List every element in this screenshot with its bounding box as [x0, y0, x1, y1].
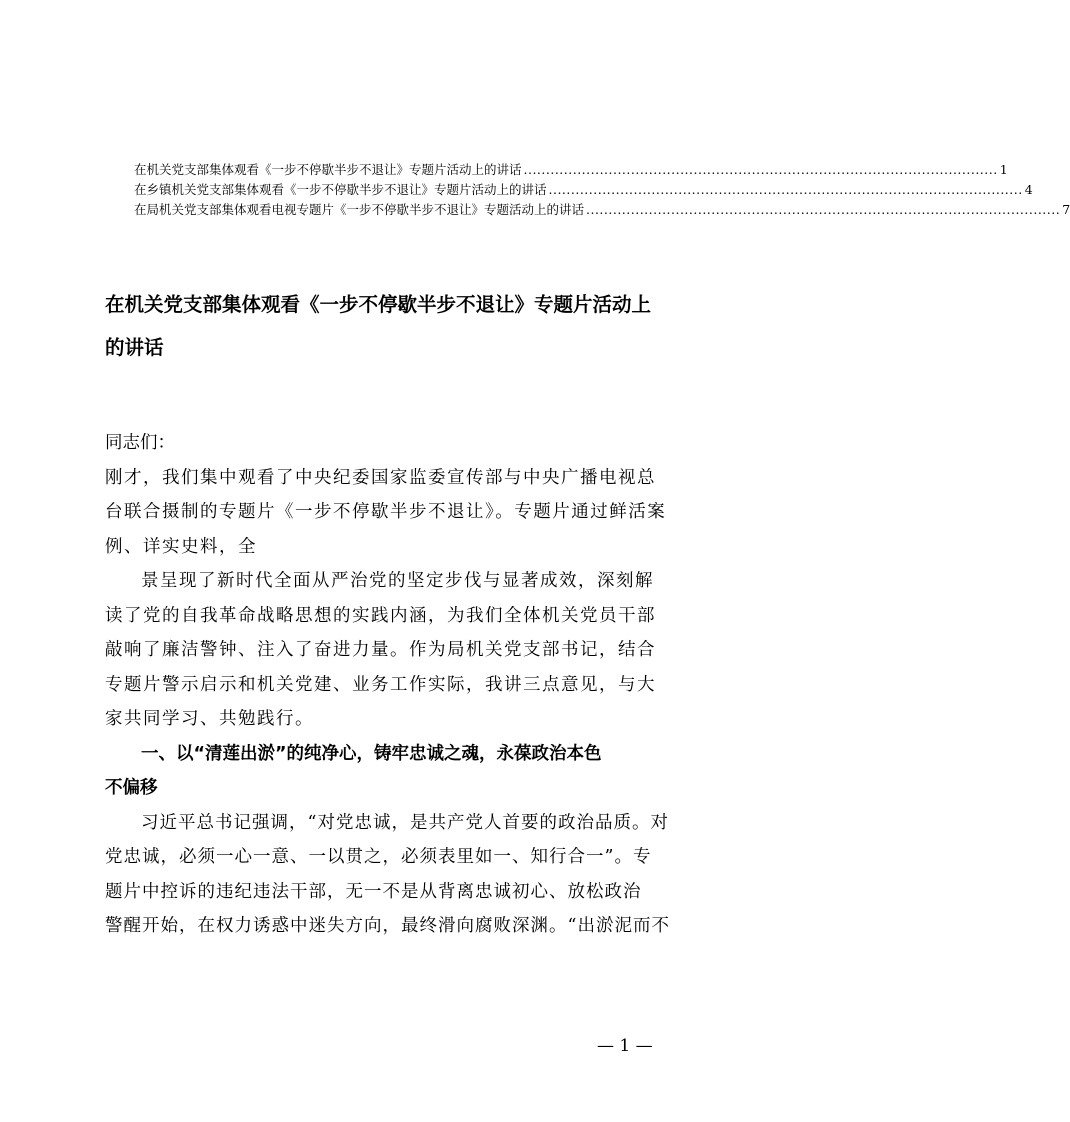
section-heading [105, 737, 705, 806]
document-body [105, 426, 705, 944]
paragraph-line: 党忠诚，必须一心一意、一以贯之，必须表里如一、知行合一”。专 [105, 847, 652, 867]
paragraph-line: 专题片警示启示和机关党建、业务工作实际，我讲三点意见，与大 [105, 674, 656, 695]
document-title [105, 283, 705, 369]
document-title-line: 的讲话 [105, 336, 164, 359]
section-heading-line: 一、以“清莲出淤”的纯净心，铸牢忠诚之魂，永葆政治本色 [141, 743, 602, 764]
paragraph-line: 题片中控诉的违纪违法干部，无一不是从背离忠诚初心、放松政治 [105, 881, 642, 902]
paragraph-line: 习近平总书记强调，“对党忠诚，是共产党人首要的政治品质。对 [141, 812, 669, 833]
toc-entry-page[interactable]: 1 [999, 162, 1008, 177]
toc-entry[interactable] [134, 180, 1033, 200]
paragraph-line: 例、详实史料，全 [105, 536, 257, 557]
paragraph-line: 景呈现了新时代全面从严治党的坚定步伐与显著成效，深刻解 [141, 571, 654, 591]
document-title-line: 在机关党支部集体观看《一步不停歇半步不退让》专题片活动上 [105, 293, 652, 316]
toc-entry-title[interactable]: 在机关党支部集体观看《一步不停歇半步不退让》专题片活动上的讲话 [134, 162, 522, 177]
toc-entry-page[interactable]: 7 [1062, 202, 1070, 217]
page-number: — 1 — [597, 1036, 653, 1056]
table-of-contents [134, 160, 1070, 220]
paragraph-line: 敲响了廉洁警钟、注入了奋进力量。作为局机关党支部书记，结合 [105, 640, 656, 660]
paragraph-line: 刚才，我们集中观看了中央纪委国家监委宣传部与中央广播电视总 [105, 467, 656, 488]
paragraph-line: 读了党的自我革命战略思想的实践内涵，为我们全体机关党员干部 [105, 605, 656, 626]
paragraph-line: 台联合摄制的专题片《一步不停歇半步不退让》。专题片通过鲜活案 [105, 502, 667, 522]
paragraph-line: 警醒开始，在权力诱惑中迷失方向，最终滑向腐败深渊。“出淤泥而不 [105, 916, 670, 936]
toc-leader-dots: .......................................................................................................... [523, 162, 998, 177]
section-heading-line: 不偏移 [105, 778, 158, 798]
toc-leader-dots: .......................................................................................................... [548, 182, 1023, 197]
toc-leader-dots: .......................................................................................................... [586, 202, 1061, 217]
toc-entry-title[interactable]: 在局机关党支部集体观看电视专题片《一步不停歇半步不退让》专题活动上的讲话 [134, 202, 585, 217]
paragraph [105, 806, 705, 944]
toc-entry[interactable] [134, 160, 1008, 180]
greeting: 同志们： [105, 433, 175, 453]
paragraph [105, 564, 705, 737]
paragraph [105, 461, 705, 565]
toc-entry-title[interactable]: 在乡镇机关党支部集体观看《一步不停歇半步不退让》专题片活动上的讲话 [134, 182, 547, 197]
toc-entry-page[interactable]: 4 [1024, 182, 1033, 197]
paragraph-line: 家共同学习、共勉践行。 [105, 709, 314, 729]
toc-entry[interactable] [134, 200, 1070, 220]
